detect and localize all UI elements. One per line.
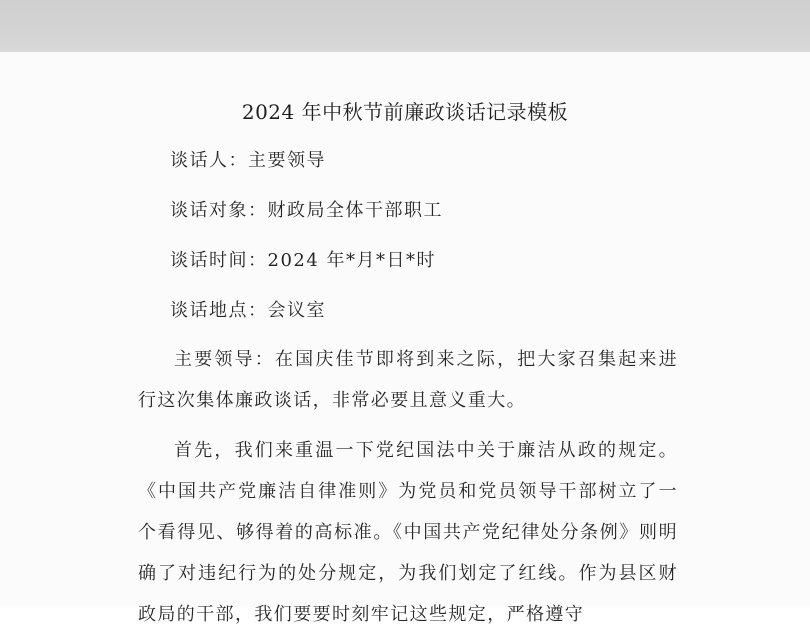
top-gray-band — [0, 0, 810, 52]
time-line: 谈话时间：2024 年*月*日*时 — [170, 250, 437, 271]
paragraph-opening: 主要领导：在国庆佳节即将到来之际，把大家召集起来进行这次集体廉政谈话，非常必要且意义重大。 — [138, 349, 678, 411]
speaker-line: 谈话人：主要领导 — [170, 150, 326, 171]
audience-line: 谈话对象：财政局全体干部职工 — [170, 200, 443, 221]
paragraph-regulations: 首先，我们来重温一下党纪国法中关于廉洁从政的规定。《中国共产党廉洁自律准则》为党员和党员领导干部树立了一个看得见、够得着的高标准。《中国共产党纪律处分条例》则明确了对违纪行为的处分规定，为我们划定了红线。作为县区财政局的干部，我们要要时刻牢记这些规定，严格遵守 — [138, 440, 678, 625]
document-title: 2024 年中秋节前廉政谈话记录模板 — [241, 100, 569, 124]
location-line: 谈话地点：会议室 — [170, 300, 326, 321]
